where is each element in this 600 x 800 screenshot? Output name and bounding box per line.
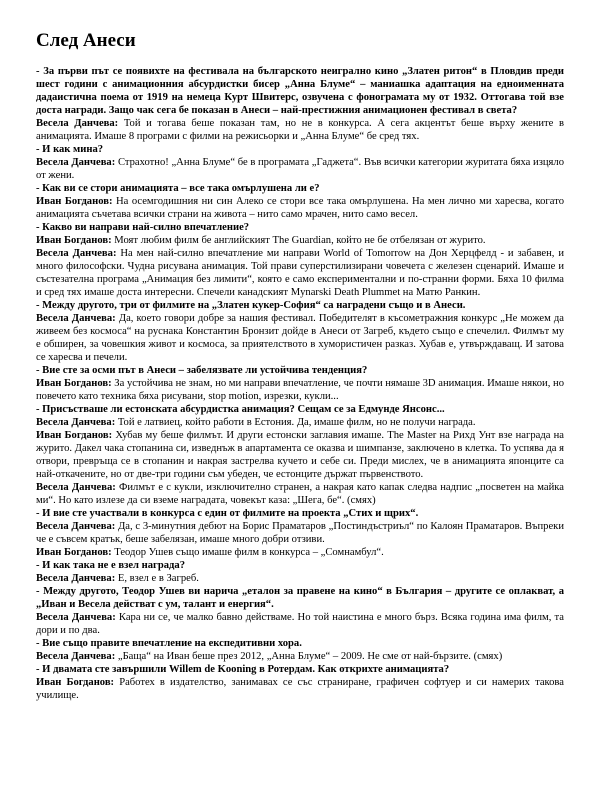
interview-question: [36, 221, 564, 234]
speaker-name: Иван Богданов:: [36, 377, 112, 389]
interview-question: [36, 403, 564, 416]
question-text: - Вие също правите впечатление на експедитивни хора.: [36, 637, 302, 649]
answer-text: Кара ни се, че малко бавно действаме. Но той наистина е много бърз. Всяка година има филм, та дори и по два.: [36, 611, 565, 636]
interview-question: [36, 507, 564, 520]
interview-question: [36, 364, 564, 377]
question-text: - И двамата сте завършили Willem de Kooning в Ротердам. Как открихте анимацията?: [36, 663, 450, 675]
interview-question: [36, 65, 564, 117]
speaker-name: Иван Богданов:: [36, 234, 112, 246]
answer-text: На мен най-силно впечатление ми направи World of Tomorrow на Дон Херцфелд - и забавен, и много философски. Чудна рисувана анимация. Той прави суперстилизирани човечета с железен сценарий. Имаше и състезателна програма „Анимация без лимити“, която е само експериментални и по-странни форми. Бяха 10 филма и сред тях имаше доста интересни. Спечели канадският Mynarski Death Plummet на Матю Ранкин.: [36, 247, 565, 298]
answer-text: Да, което говори добре за нашия фестивал. Победителят в късометражния конкурс „Не можем да живеем без космоса“ на руснака Константин Бронзит дойде в Анеси от Загреб, където също е спечелил. Филмът му е обширен, за човешкия живот и космоса, за приятелството в хумористичен разказ. Хубав е, утвърждаващ. И затова се харесва и печели.: [36, 312, 564, 363]
interview-question: [36, 299, 564, 312]
interview-answer: [36, 572, 564, 585]
answer-text: Страхотно! „Анна Блуме“ бе в програмата „Гаджета“. Във всички категории журитата бяха изцяло от жени.: [36, 156, 565, 181]
answer-text: Той и тогава беше показан там, но не в конкурса. А сега акцентът беше върху жените в анимацията. Имаше 8 програми с филми на режисьорки и „Анна Блуме“ бе сред тях.: [36, 117, 564, 142]
article-body: [36, 65, 564, 702]
interview-answer: [36, 156, 564, 182]
speaker-name: Иван Богданов:: [36, 429, 113, 441]
speaker-name: Весела Данчева:: [36, 247, 117, 259]
speaker-name: Весела Данчева:: [36, 650, 116, 662]
speaker-name: Весела Данчева:: [36, 312, 116, 324]
answer-text: Да, с 3-минутния дебют на Борис Праматаров „Постиндъстриъл“ по Калоян Праматаров. Въпреки че е съвсем кратък, беше забелязан, имаше много добри отзиви.: [36, 520, 564, 545]
question-text: - Вие сте за осми път в Анеси – забелязвате ли устойчива тенденция?: [36, 364, 368, 376]
question-text: - И вие сте участвали в конкурса с един от филмите на проекта „Стих и щрих“.: [36, 507, 419, 519]
interview-answer: [36, 520, 564, 546]
article-title: След Анеси: [36, 30, 136, 51]
question-text: - Какво ви направи най-силно впечатление?: [36, 221, 250, 233]
answer-text: Моят любим филм бе английският The Guardian, който не бе отбелязан от журито.: [111, 234, 486, 246]
interview-answer: [36, 429, 564, 481]
interview-question: [36, 663, 564, 676]
interview-answer: [36, 481, 564, 507]
question-text: - Между другото, три от филмите на „Златен кукер-София“ са наградени също и в Анеси.: [36, 299, 466, 311]
interview-answer: [36, 234, 564, 247]
speaker-name: Весела Данчева:: [36, 416, 116, 428]
interview-answer: [36, 416, 564, 429]
interview-answer: [36, 195, 564, 221]
interview-answer: [36, 650, 564, 663]
interview-answer: [36, 247, 564, 299]
speaker-name: Весела Данчева:: [36, 156, 116, 168]
question-text: - И как мина?: [36, 143, 104, 155]
answer-text: Теодор Ушев също имаше филм в конкурса – „Сомнамбул“.: [111, 546, 384, 558]
interview-answer: [36, 676, 564, 702]
question-text: - И как така не е взел награда?: [36, 559, 186, 571]
answer-text: На осемгодишния ни син Алеко се стори все така омърлушена. На мен лично ми харесва, когато анимацията съчетава всички страни на живота – нито само мрачен, нито само весел.: [36, 195, 564, 220]
interview-question: [36, 637, 564, 650]
interview-question: [36, 585, 564, 611]
speaker-name: Весела Данчева:: [36, 481, 116, 493]
interview-answer: [36, 312, 564, 364]
interview-question: [36, 559, 564, 572]
question-text: - За първи път се появихте на фестивала на българското неигрално кино „Златен ритон“ в Пловдив преди шест години с анимационния абсурдистки бисер „Анна Блуме“ – маниашка адаптация на едноименната дадаистична поема от 1919 на немеца Курт Швитерс, озвучена с фонограмата му от 1932. Оттогава той взе доста награди. Защо чак сега бе показан в Анеси – най-престижния анимационен фестивал в света?: [36, 65, 564, 116]
answer-text: Хубав му беше филмът. И други естонски заглавия имаше. The Master на Рихд Унт взе награда на журито. Дакел чака стопанина си, изведнъж в апартамента се оказва и шимпанзе, заключено в клетка. То успява да я отвори, превръща се в стопанин и накрая застрелва кучето и себе си. Преди мислех, че в анимацията японците са най-откачените, но от две-три години съм убеден, че естонците държат първенството.: [36, 429, 564, 480]
question-text: - Как ви се стори анимацията – все така омърлушена ли е?: [36, 182, 320, 194]
speaker-name: Весела Данчева:: [36, 611, 116, 623]
speaker-name: Иван Богданов:: [36, 676, 115, 688]
answer-text: Е, взел е в Загреб.: [115, 572, 199, 584]
answer-text: „Баща“ на Иван беше през 2012, „Анна Блуме“ – 2009. Не сме от най-бързите. (смях): [115, 650, 503, 662]
question-text: - Присъстваше ли естонската абсурдистка анимация? Сещам се за Едмунде Янсонс...: [36, 403, 445, 415]
answer-text: Той е латвиец, който работи в Естония. Да, имаше филм, но не получи награда.: [115, 416, 476, 428]
speaker-name: Иван Богданов:: [36, 195, 113, 207]
answer-text: Филмът е с кукли, изключително странен, а накрая като капак следва надпис „посветен на майка ми“. Но като излезе да си вземе наградата, човекът каза: „Шега, бе“. (смях): [36, 481, 564, 506]
interview-answer: [36, 611, 564, 637]
interview-answer: [36, 377, 564, 403]
answer-text: За устойчива не знам, но ми направи впечатление, че почти нямаше 3D анимация. Имаше някои, но повечето като техника бяха рисувани, stop motion, изрезки, кукли...: [36, 377, 564, 402]
interview-question: [36, 182, 564, 195]
speaker-name: Иван Богданов:: [36, 546, 112, 558]
interview-answer: [36, 117, 564, 143]
question-text: - Между другото, Теодор Ушев ви нарича „еталон за правене на кино“ в България – другите се оплакват, а „Иван и Весела действат с ум, талант и енергия“.: [36, 585, 564, 610]
interview-answer: [36, 546, 564, 559]
speaker-name: Весела Данчева:: [36, 572, 116, 584]
answer-text: Работех в издателство, занимавах се със страниране, графичен софтуер и си намерих такова училище.: [36, 676, 564, 701]
speaker-name: Весела Данчева:: [36, 117, 119, 129]
interview-question: [36, 143, 564, 156]
speaker-name: Весела Данчева:: [36, 520, 116, 532]
